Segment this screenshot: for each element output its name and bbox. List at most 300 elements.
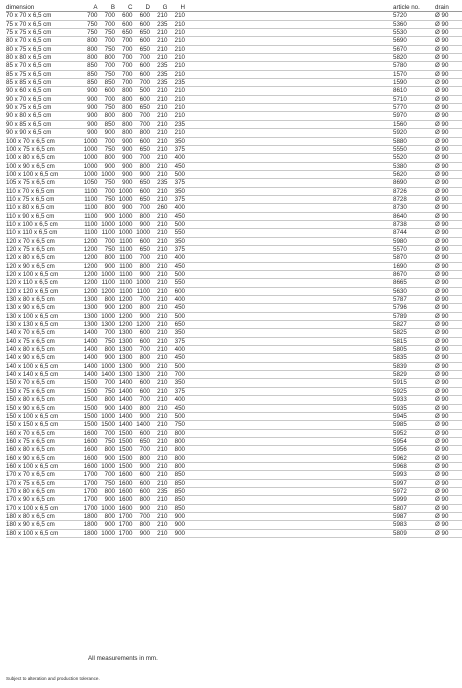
drain-cell: Ø 90 [435,212,462,220]
c-cell: 900 [115,179,133,187]
h-cell: 375 [168,179,186,187]
b-cell: 1000 [98,362,116,370]
spacer-cell [185,512,393,520]
table-row [6,446,462,454]
a-cell: 900 [80,112,98,120]
table-row [6,304,462,312]
g-cell: 210 [150,120,168,128]
article-no-cell: 5870 [393,254,435,262]
d-cell: 600 [133,62,151,70]
b-cell: 800 [98,154,116,162]
h-cell: 400 [168,396,186,404]
h-cell: 210 [168,37,186,45]
g-cell: 210 [150,362,168,370]
h-cell: 450 [168,162,186,170]
spacer-cell [185,95,393,103]
dimension-cell: 140 x 70 x 6,5 cm [6,329,80,337]
g-cell: 210 [150,54,168,62]
col-d: D [133,4,151,12]
h-cell: 210 [168,62,186,70]
spacer-cell [185,396,393,404]
spacer-cell [185,262,393,270]
g-cell: 210 [150,337,168,345]
drain-cell: Ø 90 [435,287,462,295]
h-cell: 210 [168,104,186,112]
drain-cell: Ø 90 [435,362,462,370]
g-cell: 210 [150,379,168,387]
article-no-cell: 5997 [393,479,435,487]
c-cell: 1600 [115,487,133,495]
spacer-cell [185,479,393,487]
a-cell: 900 [80,120,98,128]
d-cell: 600 [133,37,151,45]
h-cell: 400 [168,204,186,212]
col-h: H [168,4,186,12]
spacer-cell [185,437,393,445]
table-row [6,137,462,145]
g-cell: 210 [150,262,168,270]
drain-cell: Ø 90 [435,387,462,395]
table-body [6,12,462,538]
table-row [6,429,462,437]
h-cell: 210 [168,95,186,103]
d-cell: 800 [133,354,151,362]
g-cell: 210 [150,521,168,529]
d-cell: 800 [133,454,151,462]
drain-cell: Ø 90 [435,512,462,520]
g-cell: 210 [150,412,168,420]
b-cell: 700 [98,12,116,20]
dimension-cell: 110 x 110 x 6,5 cm [6,229,80,237]
spacer-cell [185,120,393,128]
a-cell: 1100 [80,229,98,237]
spacer-cell [185,162,393,170]
b-cell: 1300 [98,321,116,329]
b-cell: 1000 [98,462,116,470]
g-cell: 210 [150,37,168,45]
a-cell: 1200 [80,262,98,270]
dimension-cell: 120 x 100 x 6,5 cm [6,271,80,279]
table-row [6,271,462,279]
dimension-cell: 160 x 80 x 6,5 cm [6,446,80,454]
h-cell: 210 [168,12,186,20]
c-cell: 1200 [115,312,133,320]
drain-cell: Ø 90 [435,179,462,187]
spacer-cell [185,37,393,45]
g-cell: 210 [150,296,168,304]
g-cell: 210 [150,170,168,178]
c-cell: 700 [115,45,133,53]
h-cell: 800 [168,429,186,437]
b-cell: 700 [98,187,116,195]
table-row [6,479,462,487]
drain-cell: Ø 90 [435,346,462,354]
c-cell: 1400 [115,379,133,387]
c-cell: 1100 [115,245,133,253]
h-cell: 800 [168,446,186,454]
drain-cell: Ø 90 [435,45,462,53]
g-cell: 210 [150,396,168,404]
table-row [6,379,462,387]
article-no-cell: 5983 [393,521,435,529]
article-no-cell: 5809 [393,529,435,537]
g-cell: 210 [150,462,168,470]
article-no-cell: 5880 [393,137,435,145]
dimension-cell: 150 x 100 x 6,5 cm [6,412,80,420]
dimension-cell: 100 x 70 x 6,5 cm [6,137,80,145]
g-cell: 210 [150,471,168,479]
d-cell: 650 [133,179,151,187]
a-cell: 1300 [80,321,98,329]
dimension-cell: 140 x 80 x 6,5 cm [6,346,80,354]
c-cell: 900 [115,162,133,170]
a-cell: 1800 [80,529,98,537]
h-cell: 900 [168,529,186,537]
c-cell: 1400 [115,396,133,404]
a-cell: 1200 [80,287,98,295]
article-no-cell: 5630 [393,287,435,295]
dimension-cell: 100 x 75 x 6,5 cm [6,145,80,153]
dimension-cell: 90 x 80 x 6,5 cm [6,112,80,120]
table-row [6,471,462,479]
table-row [6,229,462,237]
article-no-cell: 5710 [393,95,435,103]
a-cell: 1200 [80,279,98,287]
d-cell: 600 [133,70,151,78]
dimension-cell: 70 x 70 x 6,5 cm [6,12,80,20]
drain-cell: Ø 90 [435,95,462,103]
g-cell: 210 [150,145,168,153]
drain-cell: Ø 90 [435,396,462,404]
g-cell: 210 [150,137,168,145]
d-cell: 700 [133,154,151,162]
b-cell: 1000 [98,412,116,420]
drain-cell: Ø 90 [435,437,462,445]
d-cell: 650 [133,195,151,203]
c-cell: 1300 [115,346,133,354]
dimension-cell: 120 x 90 x 6,5 cm [6,262,80,270]
a-cell: 1100 [80,187,98,195]
g-cell: 210 [150,229,168,237]
c-cell: 1200 [115,304,133,312]
a-cell: 1400 [80,371,98,379]
b-cell: 900 [98,521,116,529]
article-no-cell: 5827 [393,321,435,329]
b-cell: 800 [98,446,116,454]
h-cell: 800 [168,437,186,445]
drain-cell: Ø 90 [435,29,462,37]
spacer-cell [185,421,393,429]
d-cell: 900 [133,412,151,420]
h-cell: 210 [168,87,186,95]
article-no-cell: 5815 [393,337,435,345]
a-cell: 1800 [80,512,98,520]
d-cell: 600 [133,237,151,245]
d-cell: 600 [133,379,151,387]
c-cell: 1700 [115,512,133,520]
g-cell: 210 [150,195,168,203]
g-cell: 210 [150,387,168,395]
h-cell: 750 [168,421,186,429]
b-cell: 700 [98,329,116,337]
a-cell: 1700 [80,479,98,487]
spacer-cell [185,54,393,62]
a-cell: 1050 [80,179,98,187]
d-cell: 600 [133,429,151,437]
b-cell: 900 [98,496,116,504]
g-cell: 210 [150,237,168,245]
drain-cell: Ø 90 [435,195,462,203]
dimension-cell: 160 x 90 x 6,5 cm [6,454,80,462]
g-cell: 210 [150,529,168,537]
d-cell: 1400 [133,421,151,429]
dimension-cell: 110 x 70 x 6,5 cm [6,187,80,195]
drain-cell: Ø 90 [435,421,462,429]
article-no-cell: 8665 [393,279,435,287]
b-cell: 900 [98,404,116,412]
a-cell: 1400 [80,362,98,370]
c-cell: 1300 [115,329,133,337]
h-cell: 500 [168,412,186,420]
article-no-cell: 5962 [393,454,435,462]
h-cell: 375 [168,387,186,395]
b-cell: 1000 [98,504,116,512]
measurement-note: All measurements in mm. [88,655,158,662]
a-cell: 1200 [80,237,98,245]
b-cell: 900 [98,212,116,220]
h-cell: 500 [168,362,186,370]
dimension-cell: 170 x 90 x 6,5 cm [6,496,80,504]
a-cell: 750 [80,29,98,37]
b-cell: 850 [98,120,116,128]
table-row [6,62,462,70]
dimension-cell: 120 x 75 x 6,5 cm [6,245,80,253]
spacer-cell [185,454,393,462]
drain-cell: Ø 90 [435,12,462,20]
b-cell: 700 [98,137,116,145]
drain-cell: Ø 90 [435,54,462,62]
c-cell: 1400 [115,404,133,412]
spacer-cell [185,137,393,145]
h-cell: 210 [168,29,186,37]
table-row [6,70,462,78]
d-cell: 700 [133,79,151,87]
a-cell: 1300 [80,296,98,304]
spacer-cell [185,245,393,253]
d-cell: 900 [133,462,151,470]
table-row [6,220,462,228]
c-cell: 1400 [115,421,133,429]
dimension-cell: 120 x 120 x 6,5 cm [6,287,80,295]
spacer-cell [185,70,393,78]
h-cell: 375 [168,195,186,203]
h-cell: 500 [168,271,186,279]
c-cell: 1000 [115,229,133,237]
a-cell: 1100 [80,220,98,228]
article-no-cell: 8744 [393,229,435,237]
table-row [6,504,462,512]
a-cell: 700 [80,12,98,20]
d-cell: 600 [133,12,151,20]
b-cell: 750 [98,179,116,187]
c-cell: 1000 [115,187,133,195]
table-row [6,496,462,504]
g-cell: 210 [150,45,168,53]
spacer-cell [185,20,393,28]
b-cell: 800 [98,204,116,212]
g-cell: 210 [150,454,168,462]
spacer-cell [185,429,393,437]
table-row [6,512,462,520]
a-cell: 1000 [80,162,98,170]
article-no-cell: 5820 [393,54,435,62]
g-cell: 210 [150,220,168,228]
a-cell: 1700 [80,487,98,495]
a-cell: 1300 [80,312,98,320]
c-cell: 900 [115,204,133,212]
a-cell: 1600 [80,437,98,445]
g-cell: 210 [150,162,168,170]
spacer-cell [185,521,393,529]
table-row [6,421,462,429]
table-row [6,129,462,137]
h-cell: 550 [168,229,186,237]
b-cell: 1100 [98,229,116,237]
table-row [6,462,462,470]
dimension-cell: 90 x 85 x 6,5 cm [6,120,80,128]
spacer-cell [185,371,393,379]
drain-cell: Ø 90 [435,521,462,529]
table-row [6,387,462,395]
d-cell: 650 [133,29,151,37]
article-no-cell: 8728 [393,195,435,203]
h-cell: 450 [168,304,186,312]
dimension-cell: 130 x 100 x 6,5 cm [6,312,80,320]
b-cell: 1400 [98,371,116,379]
dimension-table [6,4,462,538]
spacer-cell [185,337,393,345]
c-cell: 700 [115,37,133,45]
drain-cell: Ø 90 [435,462,462,470]
h-cell: 350 [168,187,186,195]
table-row [6,87,462,95]
b-cell: 1000 [98,170,116,178]
a-cell: 850 [80,70,98,78]
g-cell: 210 [150,504,168,512]
b-cell: 700 [98,37,116,45]
spacer-cell [185,296,393,304]
a-cell: 800 [80,54,98,62]
dimension-cell: 170 x 100 x 6,5 cm [6,504,80,512]
dimension-cell: 120 x 110 x 6,5 cm [6,279,80,287]
dimension-cell: 110 x 80 x 6,5 cm [6,204,80,212]
spacer-cell [185,195,393,203]
a-cell: 1000 [80,170,98,178]
drain-cell: Ø 90 [435,112,462,120]
a-cell: 1500 [80,412,98,420]
b-cell: 750 [98,29,116,37]
a-cell: 1600 [80,454,98,462]
spacer-cell [185,487,393,495]
drain-cell: Ø 90 [435,162,462,170]
h-cell: 500 [168,170,186,178]
table-row [6,29,462,37]
d-cell: 800 [133,129,151,137]
d-cell: 900 [133,362,151,370]
a-cell: 1700 [80,496,98,504]
drain-cell: Ø 90 [435,371,462,379]
a-cell: 750 [80,20,98,28]
table-row [6,12,462,20]
dimension-cell: 90 x 70 x 6,5 cm [6,95,80,103]
spacer-cell [185,79,393,87]
g-cell: 210 [150,329,168,337]
article-no-cell: 5920 [393,129,435,137]
dimension-cell: 150 x 80 x 6,5 cm [6,396,80,404]
dimension-cell: 130 x 80 x 6,5 cm [6,296,80,304]
dimension-cell: 120 x 70 x 6,5 cm [6,237,80,245]
article-no-cell: 5530 [393,29,435,37]
drain-cell: Ø 90 [435,220,462,228]
col-dimension: dimension [6,4,80,12]
a-cell: 1100 [80,204,98,212]
spacer-cell [185,254,393,262]
h-cell: 350 [168,237,186,245]
d-cell: 700 [133,296,151,304]
article-no-cell: 5825 [393,329,435,337]
article-no-cell: 8690 [393,179,435,187]
c-cell: 1000 [115,212,133,220]
g-cell: 235 [150,62,168,70]
article-no-cell: 8640 [393,212,435,220]
c-cell: 800 [115,112,133,120]
b-cell: 1000 [98,220,116,228]
d-cell: 600 [133,479,151,487]
c-cell: 900 [115,137,133,145]
article-no-cell: 5805 [393,346,435,354]
spacer-cell [185,212,393,220]
c-cell: 800 [115,95,133,103]
article-no-cell: 1560 [393,120,435,128]
h-cell: 375 [168,337,186,345]
dimension-cell: 170 x 75 x 6,5 cm [6,479,80,487]
g-cell: 210 [150,271,168,279]
table-row [6,354,462,362]
b-cell: 750 [98,387,116,395]
b-cell: 800 [98,54,116,62]
g-cell: 210 [150,321,168,329]
d-cell: 600 [133,95,151,103]
c-cell: 1400 [115,412,133,420]
dimension-cell: 140 x 75 x 6,5 cm [6,337,80,345]
spacer-cell [185,346,393,354]
article-no-cell: 5956 [393,446,435,454]
table-row [6,195,462,203]
a-cell: 1600 [80,429,98,437]
dimension-cell: 150 x 70 x 6,5 cm [6,379,80,387]
dimension-cell: 180 x 90 x 6,5 cm [6,521,80,529]
a-cell: 1200 [80,245,98,253]
d-cell: 900 [133,504,151,512]
g-cell: 210 [150,479,168,487]
h-cell: 235 [168,79,186,87]
drain-cell: Ø 90 [435,529,462,537]
h-cell: 400 [168,254,186,262]
dimension-cell: 150 x 90 x 6,5 cm [6,404,80,412]
table-row [6,204,462,212]
h-cell: 400 [168,346,186,354]
h-cell: 900 [168,512,186,520]
